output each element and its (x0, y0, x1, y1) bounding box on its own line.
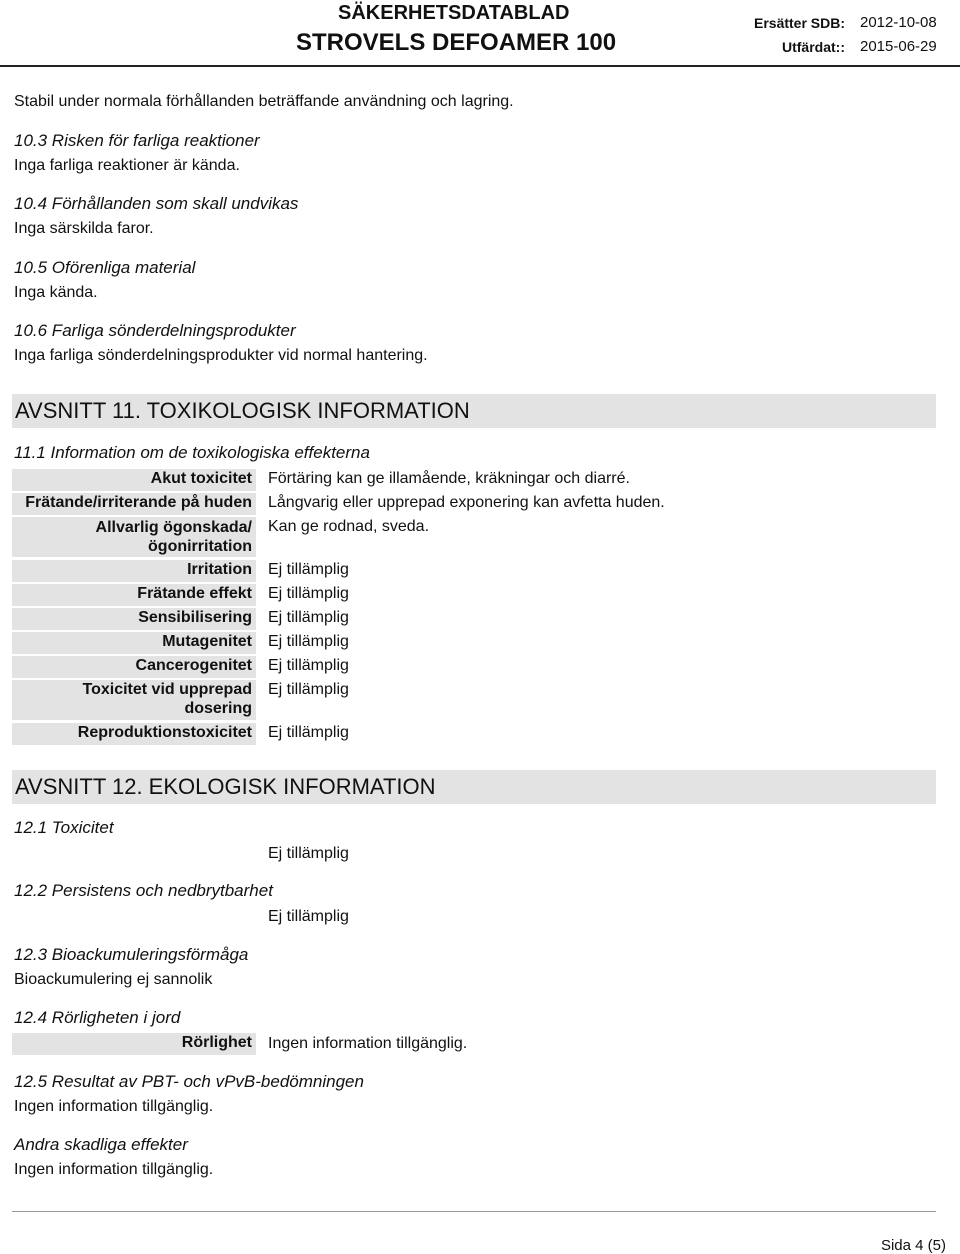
subsection-12-4-title: 12.4 Rörligheten i jord (14, 1008, 181, 1027)
subsection-10-3-title: 10.3 Risken för farliga reaktioner (14, 131, 260, 150)
table-row-value: Ej tillämplig (268, 681, 349, 698)
section-11-title: AVSNITT 11. TOXIKOLOGISK INFORMATION (15, 398, 470, 423)
subsection-12-2-value: Ej tillämplig (268, 908, 349, 925)
table-row-label: Allvarlig ögonskada/ögonirritation (12, 517, 256, 557)
table-row-value: Ej tillämplig (268, 561, 349, 578)
table-row-value: Förtäring kan ge illamående, kräkningar och diarré. (268, 470, 630, 487)
header-divider (0, 65, 960, 67)
subsection-10-5-text: Inga kända. (14, 284, 98, 301)
table-row-value: Ej tillämplig (268, 724, 349, 741)
table-row-value: Ej tillämplig (268, 585, 349, 602)
subsection-12-5-text: Ingen information tillgänglig. (14, 1098, 214, 1115)
page-number: Sida 4 (5) (880, 1237, 946, 1254)
table-row-label: Akut toxicitet (12, 469, 256, 491)
subsection-12-1-title: 12.1 Toxicitet (14, 818, 114, 837)
subsection-12-1-value: Ej tillämplig (268, 845, 349, 862)
stability-text: Stabil under normala förhållanden beträffande användning och lagring. (14, 93, 514, 110)
subsection-10-4-title: 10.4 Förhållanden som skall undvikas (14, 194, 299, 213)
table-row-value: Kan ge rodnad, sveda. (268, 518, 430, 535)
table-row-label: Irritation (12, 560, 256, 582)
subsection-10-6-text: Inga farliga sönderdelningsprodukter vid normal hantering. (14, 347, 428, 364)
table-row-value: Långvarig eller upprepad exponering kan avfetta huden. (268, 494, 665, 511)
replaces-label: Ersätter SDB: (754, 15, 846, 31)
table-row-label: Cancerogenitet (12, 656, 256, 678)
subsection-10-4-text: Inga särskilda faror. (14, 220, 154, 237)
table-row-value: Ej tillämplig (268, 657, 349, 674)
mobility-label: Rörlighet (12, 1033, 256, 1055)
mobility-value: Ingen information tillgänglig. (268, 1035, 468, 1052)
subsection-12-3-text: Bioackumulering ej sannolik (14, 971, 213, 988)
subsection-10-3-text: Inga farliga reaktioner är kända. (14, 157, 240, 174)
table-row-value: Ej tillämplig (268, 633, 349, 650)
other-effects-title: Andra skadliga effekter (14, 1135, 188, 1154)
subsection-12-2-title: 12.2 Persistens och nedbrytbarhet (14, 881, 273, 900)
table-row-label: Sensibilisering (12, 608, 256, 630)
replaces-date: 2012-10-08 (860, 14, 937, 31)
document-title: SÄKERHETSDATABLAD (338, 2, 570, 24)
section-12-title: AVSNITT 12. EKOLOGISK INFORMATION (15, 774, 436, 799)
table-row-label: Frätande/irriterande på huden (12, 493, 256, 515)
table-row-label: Toxicitet vid upprepad dosering (12, 680, 256, 720)
footer-divider (12, 1211, 936, 1212)
section-12-header (12, 770, 936, 804)
subsection-10-6-title: 10.6 Farliga sönderdelningsprodukter (14, 321, 296, 340)
table-row-label: Reproduktionstoxicitet (12, 723, 256, 745)
table-row-label: Frätande effekt (12, 584, 256, 606)
issued-date: 2015-06-29 (860, 38, 937, 55)
table-row-label: Mutagenitet (12, 632, 256, 654)
subsection-12-5-title: 12.5 Resultat av PBT- och vPvB-bedömningen (14, 1072, 364, 1091)
issued-label: Utfärdat:: (782, 39, 845, 55)
subsection-10-5-title: 10.5 Oförenliga material (14, 258, 196, 277)
table-row-value: Ej tillämplig (268, 609, 349, 626)
section-11-header (12, 394, 936, 428)
product-name: STROVELS DEFOAMER 100 (296, 29, 617, 56)
other-effects-text: Ingen information tillgänglig. (14, 1161, 214, 1178)
subsection-11-1-title: 11.1 Information om de toxikologiska effekterna (14, 443, 370, 462)
subsection-12-3-title: 12.3 Bioackumuleringsförmåga (14, 945, 249, 964)
